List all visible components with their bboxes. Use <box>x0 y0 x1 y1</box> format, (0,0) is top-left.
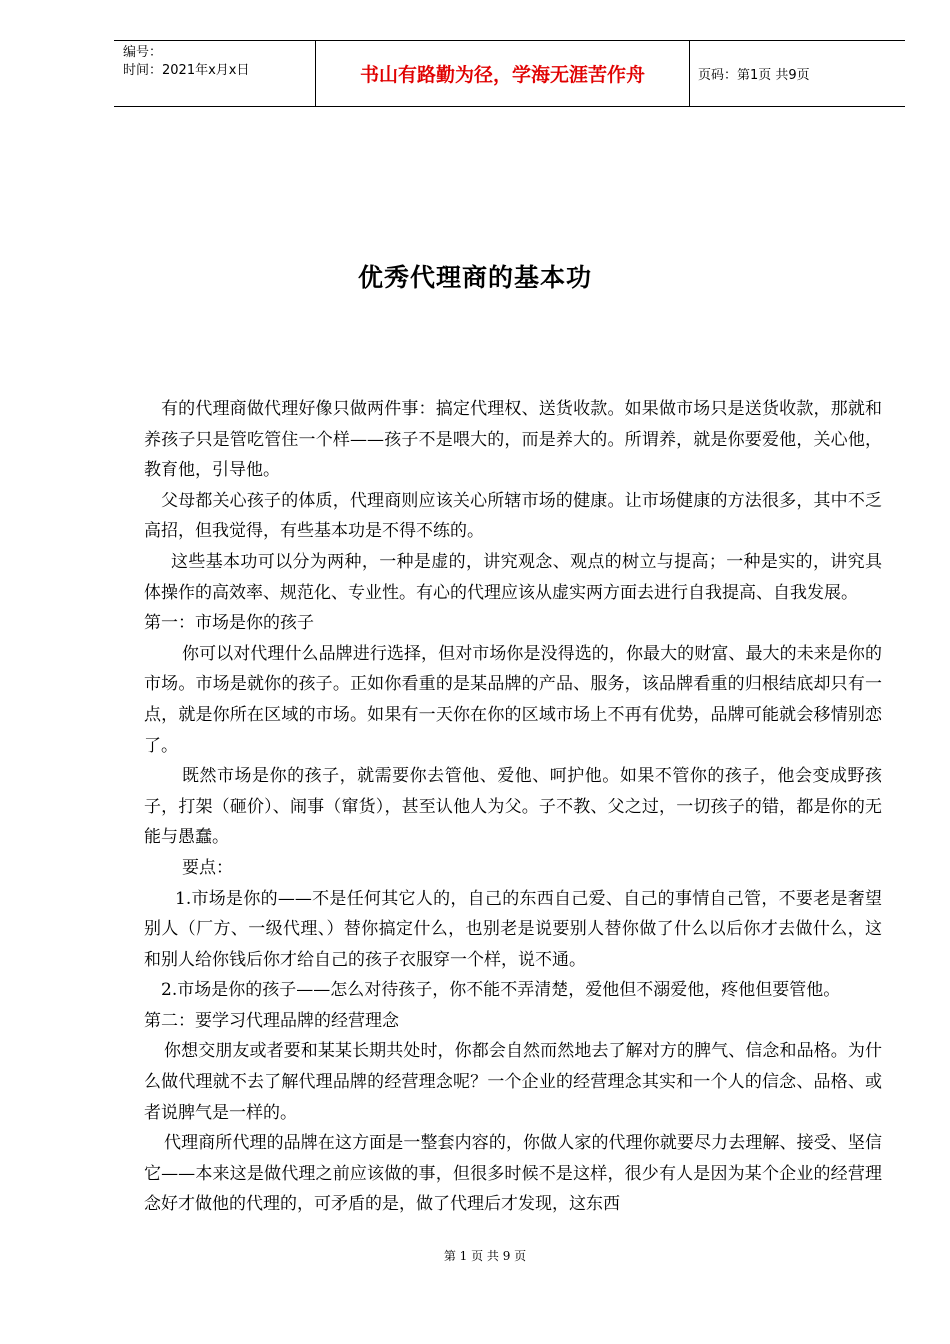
key-points-label: 要点： <box>182 857 233 878</box>
paragraph: 代理商所代理的品牌在这方面是一整套内容的，你做人家的代理你就要尽力去理解、接受、坚信它——本来这是做代理之前应该做的事，但很多时候不是这样，很少有人是因为某个企业的经营理念好才做他的代理的，可矛盾的是，做了代理后才发现，这东西 <box>144 1133 882 1215</box>
paragraph: 这些基本功可以分为两种，一种是虚的，讲究观念、观点的树立与提高；一种是实的，讲究具体操作的高效率、规范化、专业性。有心的代理应该从虚实两方面去进行自我提高、自我发展。 <box>144 551 882 603</box>
section-heading: 第二：要学习代理品牌的经营理念 <box>144 1010 399 1031</box>
header-page-info: 页码：第1页 共9页 <box>698 68 810 83</box>
paragraph: 父母都关心孩子的体质，代理商则应该关心所辖市场的健康。让市场健康的方法很多，其中不乏高招，但我觉得，有些基本功是不得不练的。 <box>144 490 882 542</box>
page-header <box>114 40 905 107</box>
header-motto: 书山有路勤为径，学海无涯苦作舟 <box>316 41 690 106</box>
paragraph: 有的代理商做代理好像只做两件事：搞定代理权、送货收款。如果做市场只是送货收款，那就和养孩子只是管吃管住一个样——孩子不是喂大的，而是养大的。所谓养，就是你要爱他，关心他，教育他，引导他。 <box>144 399 882 481</box>
document-body <box>144 394 882 1220</box>
paragraph: 2.市场是你的孩子——怎么对待孩子，你不能不弄清楚，爱他但不溺爱他，疼他但要管他。 <box>161 980 841 1001</box>
header-meta-cell <box>114 41 316 106</box>
document-title: 优秀代理商的基本功 <box>357 263 592 292</box>
document-time-label: 时间：2021年x月x日 <box>123 63 250 78</box>
paragraph: 你想交朋友或者要和某某长期共处时，你都会自然而然地去了解对方的脾气、信念和品格。为什么做代理就不去了解代理品牌的经营理念呢？一个企业的经营理念其实和一个人的信念、品格、或者说脾气是一样的。 <box>144 1041 882 1123</box>
page-footer: 第 1 页 共 9 页 <box>443 1249 527 1263</box>
paragraph: 你可以对代理什么品牌进行选择，但对市场你是没得选的，你最大的财富、最大的未来是你的市场。市场是就你的孩子。正如你看重的是某品牌的产品、服务，该品牌看重的归根结底却只有一点，就是你所在区域的市场。如果有一天你在你的区域市场上不再有优势，品牌可能就会移情别恋了。 <box>144 643 882 756</box>
paragraph: 1.市场是你的——不是任何其它人的，自己的东西自己爱、自己的事情自己管，不要老是奢望别人（厂方、一级代理、）替你搞定什么，也别老是说要别人替你做了什么以后你才去做什么，这和别人给你钱后你才给自己的孩子衣服穿一个样，说不通。 <box>144 888 882 970</box>
paragraph: 既然市场是你的孩子，就需要你去管他、爱他、呵护他。如果不管你的孩子，他会变成野孩子，打架（砸价）、闹事（窜货），甚至认他人为父。子不教、父之过，一切孩子的错，都是你的无能与愚蠢。 <box>144 766 882 848</box>
section-heading: 第一：市场是你的孩子 <box>144 613 314 634</box>
document-number-label: 编号： <box>123 45 163 60</box>
